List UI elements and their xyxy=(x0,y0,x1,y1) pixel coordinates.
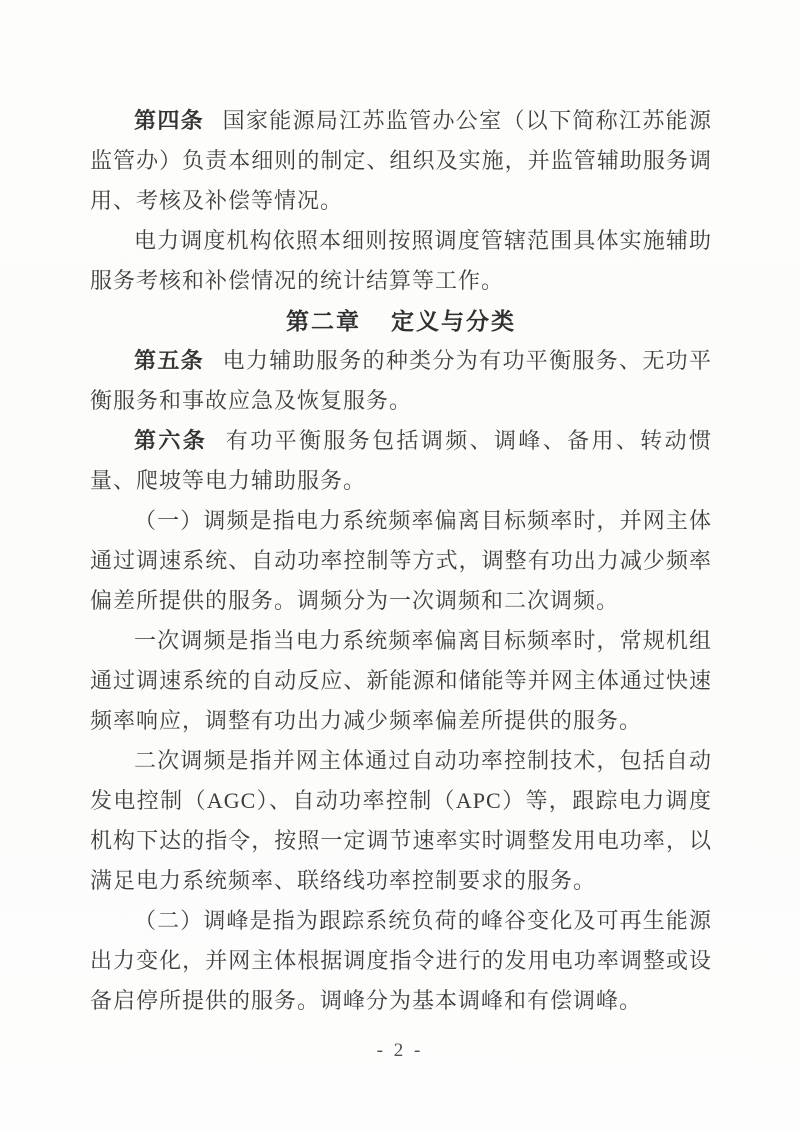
article-4-label: 第四条 xyxy=(134,108,204,133)
paragraph-article-6 xyxy=(90,421,712,501)
chapter-2-title: 定义与分类 xyxy=(390,308,516,334)
primary-frequency-text: 一次调频是指当电力系统频率偏离目标频率时，常规机组通过调速系统的自动反应、新能源和储能等并网主体通过快速频率响应，调整有功出力减少频率偏差所提供的服务。 xyxy=(90,628,712,733)
article-6-label: 第六条 xyxy=(134,428,208,453)
article-6-text: 有功平衡服务包括调频、调峰、备用、转动惯量、爬坡等电力辅助服务。 xyxy=(90,428,712,493)
paragraph-dispatch-agency xyxy=(90,221,712,301)
secondary-frequency-text: 二次调频是指并网主体通过自动功率控制技术，包括自动发电控制（AGC）、自动功率控制（APC）等，跟踪电力调度机构下达的指令，按照一定调节速率实时调整发用电功率，以满足电力系统频率、联络线功率控制要求的服务。 xyxy=(90,748,712,893)
chapter-2-heading xyxy=(90,301,712,341)
page-number: - 2 - xyxy=(376,1040,424,1061)
paragraph-secondary-frequency xyxy=(90,741,712,901)
article-5-label: 第五条 xyxy=(134,348,204,373)
document-body xyxy=(90,101,712,1021)
dispatch-agency-text: 电力调度机构依照本细则按照调度管辖范围具体实施辅助服务考核和补偿情况的统计结算等工作。 xyxy=(90,228,712,293)
paragraph-primary-frequency xyxy=(90,621,712,741)
paragraph-item-2-peak xyxy=(90,901,712,1021)
paragraph-item-1-frequency xyxy=(90,501,712,621)
paragraph-article-5 xyxy=(90,341,712,421)
chapter-2-number: 第二章 xyxy=(286,308,362,334)
article-5-text: 电力辅助服务的种类分为有功平衡服务、无功平衡服务和事故应急及恢复服务。 xyxy=(90,348,712,413)
article-4-text: 国家能源局江苏监管办公室（以下简称江苏能源监管办）负责本细则的制定、组织及实施，并监管辅助服务调用、考核及补偿等情况。 xyxy=(90,108,712,213)
paragraph-article-4 xyxy=(90,101,712,221)
item-2-peak-text: （二）调峰是指为跟踪系统负荷的峰谷变化及可再生能源出力变化，并网主体根据调度指令进行的发用电功率调整或设备启停所提供的服务。调峰分为基本调峰和有偿调峰。 xyxy=(90,908,712,1013)
item-1-frequency-text: （一）调频是指电力系统频率偏离目标频率时，并网主体通过调速系统、自动功率控制等方式，调整有功出力减少频率偏差所提供的服务。调频分为一次调频和二次调频。 xyxy=(90,508,712,613)
